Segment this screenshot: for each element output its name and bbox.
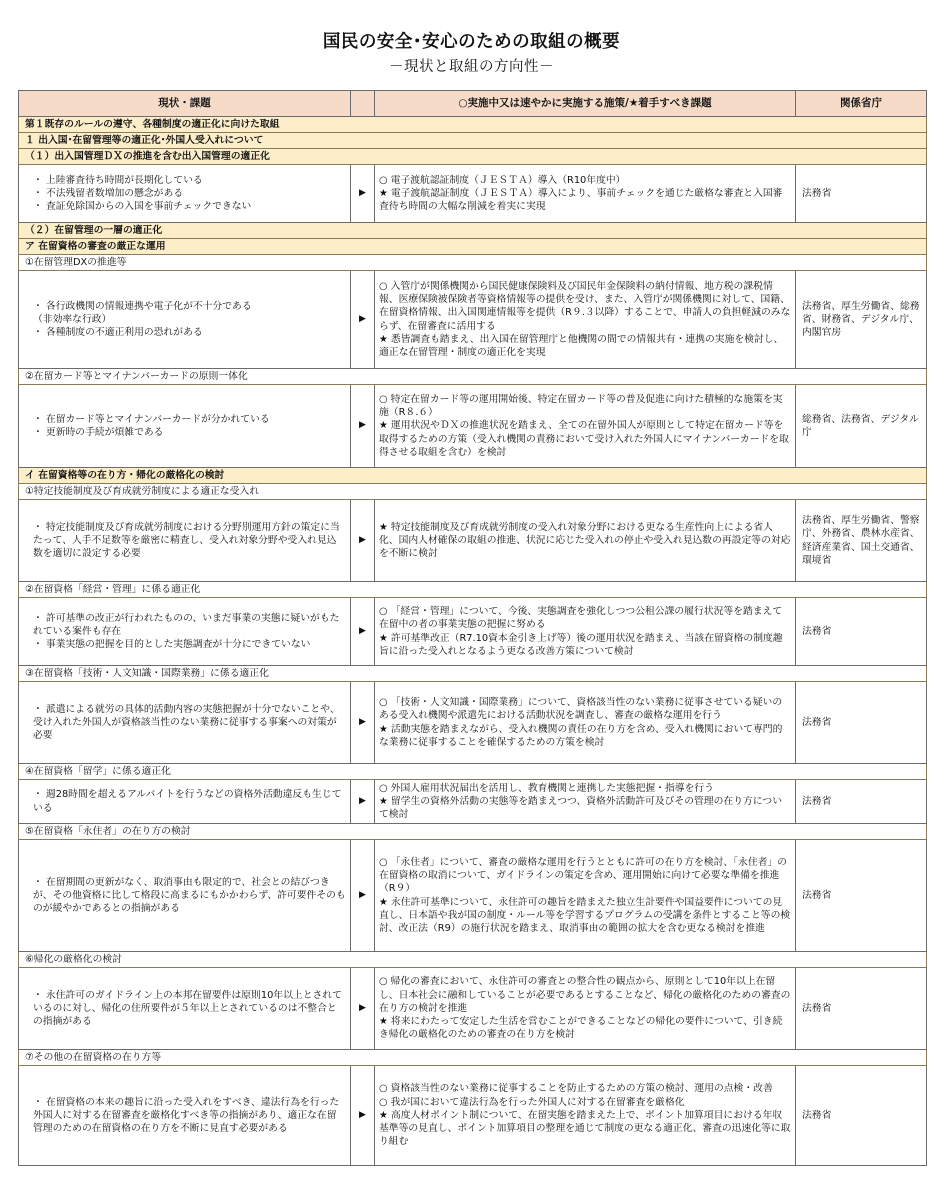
subsection-heading: ①在留管理DXの推進等 bbox=[19, 255, 927, 271]
measure-item: ★ 許可基準改正（R7.10資本金引き上げ等）後の運用状況を踏まえ、当該在留資格の制度趣旨に沿った受入れとなるよう更なる改善方策について検討 bbox=[379, 632, 783, 657]
measure-item: ★ 高度人材ポイント制について、在留実態を踏まえた上で、ポイント加算項目における年収基準等の見直し、ポイント加算項目の整理を通じて制度の更なる適正化、審査の迅速化等に取り組む bbox=[379, 1109, 791, 1148]
issue-item: ・ 在留資格の本来の趣旨に沿った受入れをすべき、違法行為を行った外国人に対する在留審査を厳格化すべき等の指摘があり、適正な在留管理のための在留資格の在り方を不断に見直す必要がある bbox=[33, 1096, 340, 1135]
ministries-cell: 法務省 bbox=[796, 598, 927, 666]
overview-table bbox=[18, 90, 927, 1166]
measures-cell bbox=[375, 1066, 796, 1166]
measures-cell bbox=[375, 385, 796, 468]
subsection-heading: ①特定技能制度及び育成就労制度による適正な受入れ bbox=[19, 484, 927, 500]
issue-item: ・ 派遣による就労の具体的活動内容の実態把握が十分でないことや、受け入れた外国人が資格該当性のない業務に従事する事案への対策が必要 bbox=[33, 703, 340, 742]
section-heading: ア 在留資格の審査の厳正な運用 bbox=[19, 239, 927, 255]
issues-cell bbox=[19, 780, 351, 824]
ministries-cell: 法務省 bbox=[796, 165, 927, 223]
issue-item: ・ 各行政機関の情報連携や電子化が不十分である bbox=[33, 300, 252, 312]
measure-item: ★ 特定技能制度及び育成就労制度の受入れ対象分野における更なる生産性向上による省人化、国内人材確保の取組の推進、状況に応じた受入れの停止や受入れ見込数の再設定等の対応を不断に検討 bbox=[379, 521, 791, 560]
table-row bbox=[19, 598, 927, 666]
arrow-icon: ▶ bbox=[351, 682, 375, 764]
subsection-heading: ⑥帰化の厳格化の検討 bbox=[19, 952, 927, 968]
arrow-icon: ▶ bbox=[351, 500, 375, 582]
measure-item: ○ 外国人雇用状況届出を活用し、教育機関と連携した実態把握・指導を行う bbox=[379, 782, 714, 794]
measures-cell bbox=[375, 682, 796, 764]
section-heading: 第１既存のルールの遵守、各種制度の適正化に向けた取組 bbox=[19, 117, 927, 133]
issues-cell bbox=[19, 385, 351, 468]
issue-item: ・ 上陸審査待ち時間が長期化している bbox=[33, 174, 203, 186]
arrow-icon: ▶ bbox=[351, 165, 375, 223]
measure-item: ○ 入管庁が関係機関から国民健康保険料及び国民年金保険料の納付情報、地方税の課税情報、医療保険被保険者等資格情報等の提供を受け、また、入管庁が関係機関に対して、国籍、在留資格情報、出入国関連情報等を提供（R９.３以降）することで、申請人の負担軽減のみならず、在留審査に活用する bbox=[379, 280, 791, 332]
measure-item: ○ 「経営・管理」について、今後、実態調査を強化しつつ公租公課の履行状況等を踏まえて在留中の者の事業実態の把握に努める bbox=[379, 606, 783, 631]
subsection-heading: ⑤在留資格「永住者」の在り方の検討 bbox=[19, 824, 927, 840]
header-issues: 現状・課題 bbox=[19, 91, 351, 117]
measure-item: ★ 運用状況やＤＸの推進状況を踏まえ、全ての在留外国人が原則として特定在留カード等を取得するための方策（受入れ機関の責務において受け入れた外国人にマイナンバーカードを取得させる取組を含む）を検討 bbox=[379, 420, 789, 458]
issues-cell bbox=[19, 682, 351, 764]
header-measures: ○実施中又は速やかに実施する施策/★着手すべき課題 bbox=[375, 91, 796, 117]
arrow-icon: ▶ bbox=[351, 780, 375, 824]
issue-item: ・ 週28時間を超えるアルバイトを行うなどの資格外活動違反も生じている bbox=[33, 789, 342, 814]
section-heading: （１）出入国管理ＤＸの推進を含む出入国管理の適正化 bbox=[19, 149, 927, 165]
measure-item: ○ 「技術・人文知識・国際業務」について、資格該当性のない業務に従事させている疑いのある受入れ機関や派遣先における活動状況を調査し、審査の厳格な運用を行う bbox=[379, 697, 783, 722]
measures-cell bbox=[375, 271, 796, 369]
measure-item: ○ 帰化の審査において、永住許可の審査との整合性の観点から、原則として10年以上在留し、日本社会に融和していることが必要であるとすることなど、帰化の厳格化のための審査の在り方の検討を推進 bbox=[379, 976, 791, 1014]
issues-cell bbox=[19, 1066, 351, 1166]
arrow-icon: ▶ bbox=[351, 1066, 375, 1166]
subsection-heading: ②在留資格「経営・管理」に係る適正化 bbox=[19, 582, 927, 598]
ministries-cell: 法務省 bbox=[796, 968, 927, 1050]
ministries-cell: 総務省、法務省、デジタル庁 bbox=[796, 385, 927, 468]
measure-item: ★ 将来にわたって安定した生活を営むことができることなどの帰化の要件について、引き続き帰化の厳格化のための審査の在り方を検討 bbox=[379, 1016, 783, 1041]
measure-item: ★ 永住許可基準について、永住許可の趣旨を踏まえた独立生計要件や国益要件についての見直し、日本語や我が国の制度・ルール等を学習するプログラムの受講を条件とすること等の検討、改正法（R9）の施行状況を踏まえ、取消事由の範囲の拡大を含む更なる検討を推進 bbox=[379, 896, 791, 934]
measures-cell bbox=[375, 968, 796, 1050]
table-header-row bbox=[19, 91, 927, 117]
document-title: 国民の安全･安心のための取組の概要 bbox=[322, 32, 621, 52]
section-heading: イ 在留資格等の在り方・帰化の厳格化の検討 bbox=[19, 468, 927, 484]
arrow-icon: ▶ bbox=[351, 385, 375, 468]
issue-item: ・ 在留カード等とマイナンバーカードが分かれている bbox=[33, 413, 270, 425]
measure-item: ★ 悉皆調査も踏まえ、出入国在留管理庁と他機関の間での情報共有・連携の実施を検討し、適正な在留管理・制度の適正化を実現 bbox=[379, 333, 784, 358]
header-arrow-col bbox=[351, 91, 375, 117]
subsection-heading: ⑦その他の在留資格の在り方等 bbox=[19, 1050, 927, 1066]
issues-cell bbox=[19, 500, 351, 582]
header-ministries: 関係省庁 bbox=[796, 91, 927, 117]
ministries-cell: 法務省、厚生労働省、総務省、財務省、デジタル庁、内閣官房 bbox=[796, 271, 927, 369]
measures-cell bbox=[375, 500, 796, 582]
measures-cell bbox=[375, 165, 796, 223]
issue-item: ・ 許可基準の改正が行われたものの、いまだ事業の実態に疑いがもたれている案件も存在 bbox=[33, 612, 340, 637]
measures-cell bbox=[375, 840, 796, 952]
arrow-icon: ▶ bbox=[351, 840, 375, 952]
table-row bbox=[19, 385, 927, 468]
measure-item: ★ 活動実態を踏まえながら、受入れ機関の責任の在り方を含め、受入れ機関において専門的な業務に従事することを確保するための方策を検討 bbox=[379, 723, 783, 748]
issue-item: ・ 特定技能制度及び育成就労制度における分野別運用方針の策定に当たって、人手不足数等を厳密に精査し、受入れ対象分野や受入れ見込数を適切に設定する必要 bbox=[33, 521, 340, 560]
table-row bbox=[19, 682, 927, 764]
measures-cell bbox=[375, 598, 796, 666]
table-row bbox=[19, 1066, 927, 1166]
table-row bbox=[19, 968, 927, 1050]
measure-item: ○ 「永住者」について、審査の厳格な運用を行うとともに許可の在り方を検討、「永住者」の在留資格の取消について、ガイドラインの策定を含め、運用開始に向けて必要な準備を推進（R９） bbox=[379, 856, 788, 895]
table-row bbox=[19, 840, 927, 952]
issue-item: ・ 在留期間の更新がなく、取消事由も限定的で、社会との結びつきが、その他資格に比して格段に高まるにもかかわらず、許可要件そのものが緩やかであるとの指摘がある bbox=[33, 876, 346, 915]
table-row bbox=[19, 271, 927, 369]
issue-item: ・ 不法残留者数増加の懸念がある bbox=[33, 187, 184, 199]
section-heading: １ 出入国･在留管理等の適正化･外国人受入れについて bbox=[19, 133, 927, 149]
table-row bbox=[19, 500, 927, 582]
measure-item: ○ 電子渡航認証制度（ＪＥＳＴＡ）導入（R10年度中） bbox=[379, 174, 626, 186]
measures-cell bbox=[375, 780, 796, 824]
ministries-cell: 法務省 bbox=[796, 682, 927, 764]
document-subtitle: －現状と取組の方向性－ bbox=[389, 59, 554, 75]
ministries-cell: 法務省 bbox=[796, 840, 927, 952]
measure-item: ○ 我が国において違法行為を行った外国人に対する在留審査を厳格化 bbox=[379, 1096, 685, 1108]
issues-cell bbox=[19, 271, 351, 369]
measure-item: ★ 電子渡航認証制度（ＪＥＳＴＡ）導入により、事前チェックを通じた厳格な審査と入国審査待ち時間の大幅な削減を着実に実現 bbox=[379, 187, 783, 213]
issues-cell bbox=[19, 165, 351, 223]
section-heading: （２）在留管理の一層の適正化 bbox=[19, 223, 927, 239]
issue-item: ・ 事業実態の把握を目的とした実態調査が十分にできていない bbox=[33, 639, 311, 651]
subsection-heading: ②在留カード等とマイナンバーカードの原則一体化 bbox=[19, 369, 927, 385]
issues-cell bbox=[19, 840, 351, 952]
issue-item: （非効率な行政） bbox=[33, 313, 112, 325]
ministries-cell: 法務省、厚生労働省、警察庁、外務省、農林水産省、経済産業省、国土交通省、環境省 bbox=[796, 500, 927, 582]
issue-item: ・ 永住許可のガイドライン上の本邦在留要件は原則10年以上とされているのに対し、帰化の住所要件が５年以上とされているのは不整合との指摘がある bbox=[33, 989, 342, 1028]
subsection-heading: ④在留資格「留学」に係る適正化 bbox=[19, 764, 927, 780]
table-row bbox=[19, 780, 927, 824]
issue-item: ・ 更新時の手続が煩雑である bbox=[33, 427, 164, 438]
issue-item: ・ 各種制度の不適正利用の恐れがある bbox=[33, 327, 203, 339]
issues-cell bbox=[19, 968, 351, 1050]
measure-item: ★ 留学生の資格外活動の実態等を踏まえつつ、資格外活動許可及びその管理の在り方について検討 bbox=[379, 795, 782, 821]
table-row bbox=[19, 165, 927, 223]
ministries-cell: 法務省 bbox=[796, 780, 927, 824]
ministries-cell: 法務省 bbox=[796, 1066, 927, 1166]
issues-cell bbox=[19, 598, 351, 666]
subsection-heading: ③在留資格「技術・人文知識・国際業務」に係る適正化 bbox=[19, 666, 927, 682]
arrow-icon: ▶ bbox=[351, 968, 375, 1050]
arrow-icon: ▶ bbox=[351, 598, 375, 666]
arrow-icon: ▶ bbox=[351, 271, 375, 369]
measure-item: ○ 資格該当性のない業務に従事することを防止するための方策の検討、運用の点検・改善 bbox=[379, 1083, 773, 1095]
issue-item: ・ 査証免除国からの入国を事前チェックできない bbox=[33, 201, 252, 213]
measure-item: ○ 特定在留カード等の運用開始後、特定在留カード等の普及促進に向けた積極的な施策を実施（R８.６） bbox=[379, 393, 783, 419]
